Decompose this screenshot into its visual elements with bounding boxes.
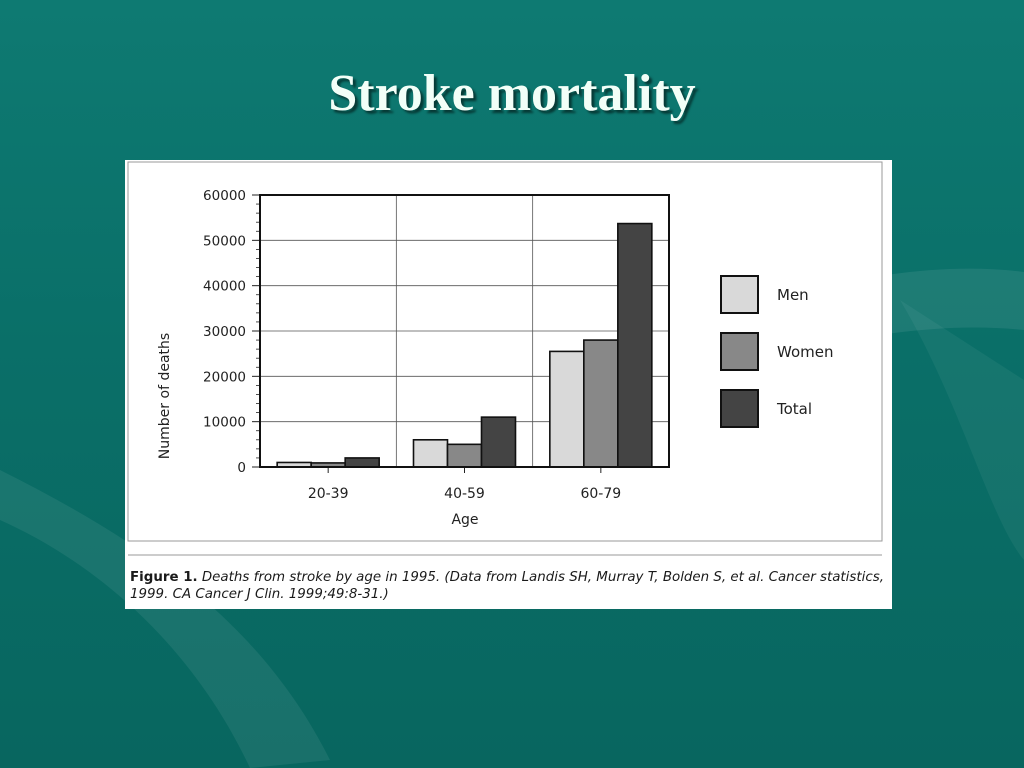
bars	[277, 224, 652, 467]
y-tick-label: 60000	[203, 188, 246, 204]
bar-women-60-79	[584, 340, 618, 467]
y-tick-label: 20000	[203, 369, 246, 386]
legend-label-total: Total	[777, 400, 813, 418]
y-tick-label: 30000	[203, 324, 246, 340]
bar-total-60-79	[618, 224, 652, 467]
legend-swatch-total	[721, 390, 758, 427]
y-tick-label: 10000	[203, 414, 246, 431]
figure-panel	[125, 160, 892, 609]
slide-title: Stroke mortality	[328, 65, 696, 122]
y-tick-label: 40000	[203, 278, 246, 295]
x-tick-label: 20-39	[307, 486, 349, 502]
bar-total-20-39	[345, 458, 379, 467]
caption-text: Deaths from stroke by age in 1995. (Data from Landis SH, Murray T, Bolden S, et al. Cancer statistics, 1999. CA Cancer J Clin. 1999;49:8-31.)	[130, 570, 884, 602]
y-tick-label: 50000	[203, 233, 246, 250]
x-tick-label: 60-79	[580, 486, 622, 502]
x-axis-label: Age	[451, 512, 479, 528]
bar-men-40-59	[414, 440, 448, 467]
bar-chart	[125, 160, 892, 609]
caption-lead: Figure 1.	[130, 570, 198, 585]
legend-swatch-men	[721, 276, 758, 313]
y-axis-ticks	[203, 188, 260, 476]
plot-frame	[128, 162, 882, 541]
x-axis-ticks	[308, 467, 621, 502]
bar-men-60-79	[550, 351, 584, 467]
legend-label-men: Men	[777, 286, 809, 304]
legend-label-women: Women	[777, 343, 834, 361]
legend	[721, 276, 833, 427]
bar-total-40-59	[482, 417, 516, 467]
x-tick-label: 40-59	[444, 486, 485, 502]
figure-caption	[130, 569, 885, 603]
y-axis-label: Number of deaths	[157, 332, 173, 460]
y-tick-label: 0	[237, 460, 246, 476]
bar-women-40-59	[448, 444, 482, 467]
legend-swatch-women	[721, 333, 758, 370]
